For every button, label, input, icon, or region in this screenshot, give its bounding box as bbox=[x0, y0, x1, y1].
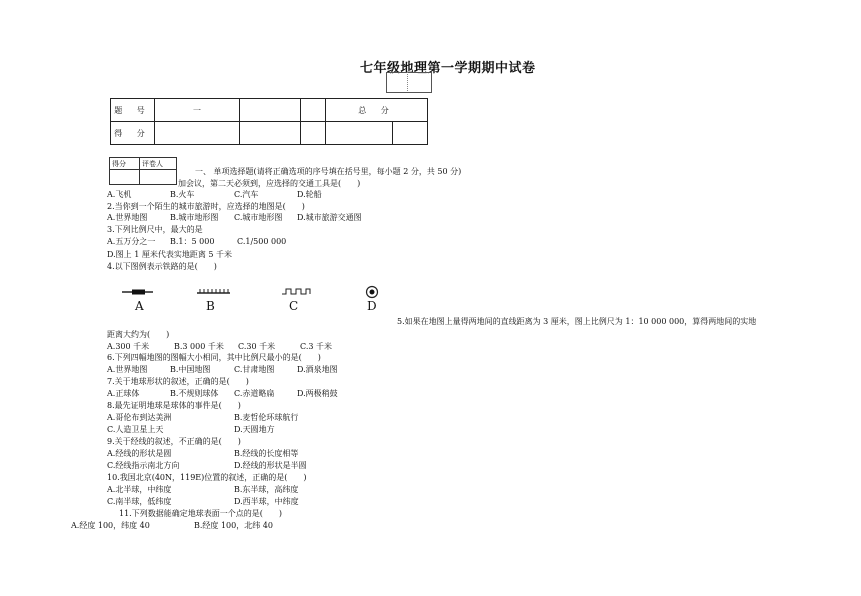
score-input-cell[interactable] bbox=[393, 122, 428, 145]
q10-option-a: A.北半球，中纬度 bbox=[107, 485, 172, 494]
question-10-stem: 10.我国北京(40N，119E)位置的叙述，正确的是( ) bbox=[107, 473, 307, 482]
legend-symbol-a bbox=[122, 290, 153, 295]
binding-stamp-box bbox=[386, 72, 432, 93]
q3-option-a: A.五万分之一 bbox=[107, 237, 156, 246]
question-3-stem: 3.下列比例尺中，最大的是 bbox=[107, 225, 203, 234]
score-input-cell[interactable] bbox=[155, 122, 240, 145]
q6-option-a: A.世界地图 bbox=[107, 365, 148, 374]
legend-symbol-b bbox=[197, 289, 230, 293]
q2-option-c: C.城市地形图 bbox=[234, 213, 283, 222]
question-5-stem: 5.如果在地图上量得两地间的直线距离为 3 厘米，图上比例尺为 1：10 000 000，算得两地间的实地 bbox=[397, 317, 757, 326]
score-table-label-question: 题 号 bbox=[111, 99, 155, 122]
q8-option-c: C.人造卫星上天 bbox=[107, 425, 164, 434]
q8-option-b: B.麦哲伦环球航行 bbox=[234, 413, 299, 422]
q5-option-c: C.30 千米 bbox=[238, 342, 276, 351]
q6-option-d: D.酒泉地图 bbox=[297, 365, 338, 374]
q3-option-d: D.图上 1 厘米代表实地距离 5 千米 bbox=[107, 250, 233, 259]
binding-dotted-line bbox=[407, 72, 408, 91]
q2-option-b: B.城市地形图 bbox=[170, 213, 219, 222]
score-input-cell[interactable] bbox=[326, 122, 393, 145]
q11-option-b: B.经度 100，北纬 40 bbox=[194, 521, 273, 530]
legend-label-c: C bbox=[289, 299, 299, 313]
score-table-header-row bbox=[111, 99, 428, 122]
q7-option-a: A.正球体 bbox=[107, 389, 140, 398]
question-1-stem: 加会议，第二天必须到，应选择的交通工具是( ) bbox=[178, 179, 361, 188]
score-input-cell[interactable] bbox=[240, 122, 301, 145]
score-table-cell bbox=[301, 99, 326, 122]
q9-option-a: A.经线的形状是圆 bbox=[107, 449, 172, 458]
q1-option-b: B.火车 bbox=[170, 190, 195, 199]
score-table-label-score: 得 分 bbox=[111, 122, 155, 145]
q10-option-d: D.西半球，中纬度 bbox=[234, 497, 299, 506]
q9-option-d: D.经线的形状是半圆 bbox=[234, 461, 307, 470]
question-6-stem: 6.下列四幅地图的图幅大小相同，其中比例尺最小的是( ) bbox=[107, 353, 321, 362]
score-table-cell bbox=[240, 99, 301, 122]
q8-option-d: D.天圆地方 bbox=[234, 425, 275, 434]
grader-name-label: 评卷人 bbox=[140, 158, 177, 170]
legend-symbols bbox=[120, 285, 420, 299]
q9-option-b: B.经线的长度相等 bbox=[234, 449, 299, 458]
q7-option-d: D.两极稍鼓 bbox=[297, 389, 338, 398]
q10-option-c: C.南半球，低纬度 bbox=[107, 497, 172, 506]
q6-option-b: B.中国地图 bbox=[170, 365, 211, 374]
q3-option-c: C.1/500 000 bbox=[237, 237, 287, 246]
q1-option-d: D.轮船 bbox=[297, 190, 322, 199]
score-input-cell[interactable] bbox=[301, 122, 326, 145]
q5-option-b: B.3 000 千米 bbox=[174, 342, 224, 351]
q1-option-a: A.飞机 bbox=[107, 190, 132, 199]
q6-option-c: C.甘肃地图 bbox=[234, 365, 275, 374]
legend-label-d: D bbox=[367, 299, 377, 313]
q8-option-a: A.哥伦布到达美洲 bbox=[107, 413, 172, 422]
question-8-stem: 8.最先证明地球是球体的事件是( ) bbox=[107, 401, 241, 410]
legend-symbol-c bbox=[282, 289, 310, 294]
q2-option-a: A.世界地图 bbox=[107, 213, 148, 222]
q2-option-d: D.城市旅游交通图 bbox=[297, 213, 362, 222]
page-title: 七年级地理第一学期期中试卷 bbox=[360, 61, 536, 76]
score-table-score-row bbox=[111, 122, 428, 145]
grader-score-cell[interactable] bbox=[110, 170, 140, 185]
question-9-stem: 9.关于经线的叙述，不正确的是( ) bbox=[107, 437, 241, 446]
grader-table bbox=[109, 157, 177, 185]
q7-option-c: C.赤道略扁 bbox=[234, 389, 275, 398]
grader-score-label: 得分 bbox=[110, 158, 140, 170]
q1-option-c: C.汽车 bbox=[234, 190, 259, 199]
legend-symbol-d bbox=[367, 287, 378, 298]
q7-option-b: B.不规则球体 bbox=[170, 389, 219, 398]
question-11-stem: 11.下列数据能确定地球表面一个点的是( ) bbox=[119, 509, 282, 518]
question-2-stem: 2.当你到一个陌生的城市旅游时，应选择的地图是( ) bbox=[107, 202, 305, 211]
score-table bbox=[110, 98, 428, 145]
q11-option-a: A.经度 100，纬度 40 bbox=[71, 521, 150, 530]
q9-option-c: C.经线指示南北方向 bbox=[107, 461, 180, 470]
legend-label-b: B bbox=[206, 299, 215, 313]
section-heading: 一、 单项选择题(请将正确选项的序号填在括号里，每小题 2 分，共 50 分) bbox=[195, 167, 462, 176]
q3-option-b: B.1：5 000 bbox=[170, 237, 215, 246]
q5-option-a: A.300 千米 bbox=[107, 342, 150, 351]
legend-label-a: A bbox=[135, 299, 144, 313]
q10-option-b: B.东半球，高纬度 bbox=[234, 485, 299, 494]
score-table-section-one: 一 bbox=[155, 99, 240, 122]
question-5-continuation: 距离大约为( ) bbox=[107, 330, 170, 339]
q5-option-d: C.3 千米 bbox=[300, 342, 333, 351]
grader-name-cell[interactable] bbox=[140, 170, 177, 185]
question-4-stem: 4.以下图例表示铁路的是( ) bbox=[107, 262, 217, 271]
question-7-stem: 7.关于地球形状的叙述，正确的是( ) bbox=[107, 377, 249, 386]
score-table-total: 总 分 bbox=[326, 99, 428, 122]
